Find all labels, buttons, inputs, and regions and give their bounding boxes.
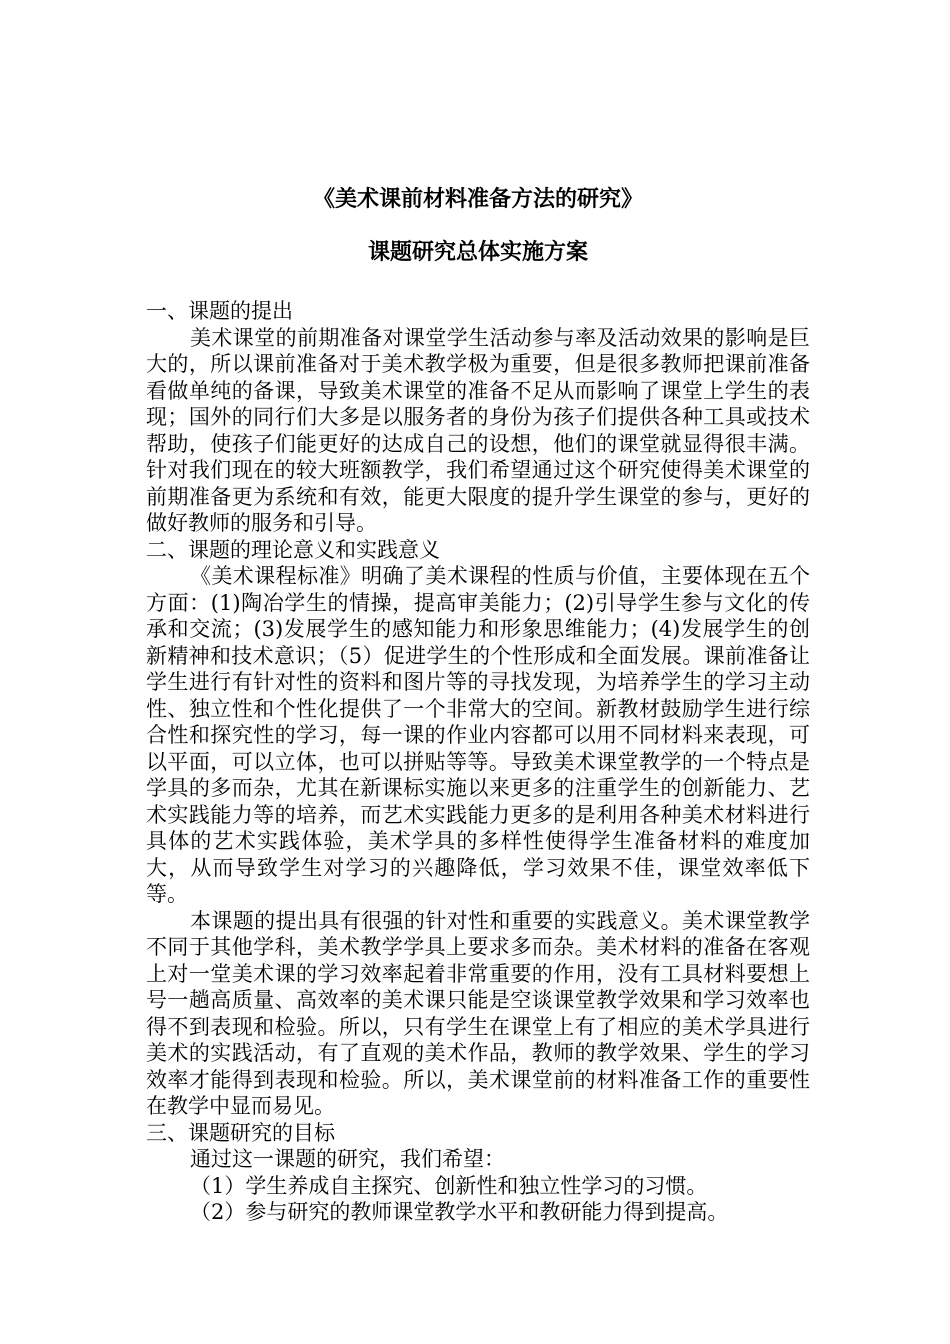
section-heading-goals: 三、课题研究的目标 (146, 1120, 335, 1145)
goal-item-2: （2）参与研究的教师课堂教学水平和教研能力得到提高。 (190, 1200, 729, 1224)
paragraph-significance-2: 本课题的提出具有很强的针对性和重要的实践意义。美术课堂教学不同于其他学科，美术教学学具上要求多而杂。美术材料的准备在客观上对一堂美术课的学习效率起着非常重要的作用，没有工具材料要想上号一趟高质量、高效率的美术课只能是空谈课堂教学效果和学习效率也得不到表现和检验。所以，只有学生在课堂上有了相应的美术学具进行美术的实践活动，有了直观的美术作品，教师的教学效果、学生的学习效率才能得到表现和检验。所以，美术课堂前的材料准备工作的重要性在教学中显而易见。 (146, 908, 810, 1118)
document-subtitle: 课题研究总体实施方案 (367, 239, 588, 265)
document-body (146, 298, 810, 1226)
section-heading-proposal: 一、课题的提出 (146, 299, 293, 323)
section-heading-significance: 二、课题的理论意义和实践意义 (146, 537, 440, 562)
paragraph-goals-intro: 通过这一课题的研究，我们希望： (190, 1147, 505, 1171)
paragraph-proposal: 美术课堂的前期准备对课堂学生活动参与率及活动效果的影响是巨大的，所以课前准备对于美术教学极为重要，但是很多教师把课前准备看做单纯的备课，导致美术课堂的准备不足从而影响了课堂上学生的表现；国外的同行们大多是以服务者的身份为孩子们提供各种工具或技术帮助，使孩子们能更好的达成自己的设想，他们的课堂就显得很丰满。针对我们现在的较大班额教学，我们希望通过这个研究使得美术课堂的前期准备更为系统和有效，能更大限度的提升学生课堂的参与，更好的做好教师的服务和引导。 (146, 325, 810, 535)
goal-item-1: （1）学生养成自主探究、创新性和独立性学习的习惯。 (190, 1173, 708, 1198)
document-title: 《美术课前材料准备方法的研究》 (312, 186, 643, 212)
paragraph-significance-1: 《美术课程标准》明确了美术课程的性质与价值，主要体现在五个方面：(1)陶冶学生的情操，提高审美能力；(2)引导学生参与文化的传承和交流；(3)发展学生的感知能力和形象思维能力；(4)发展学生的创新精神和技术意识；（5）促进学生的个性形成和全面发展。课前准备让学生进行有针对性的资料和图片等的寻找发现，为培养学生的学习主动性、独立性和个性化提供了一个非常大的空间。新教材鼓励学生进行综合性和探究性的学习，每一课的作业内容都可以用不同材料来表现，可以平面，可以立体，也可以拼贴等等。导致美术课堂教学的一个特点是学具的多而杂，尤其在新课标实施以来更多的注重学生的创新能力、艺术实践能力等的培养，而艺术实践能力更多的是利用各种美术材料进行具体的艺术实践体验，美术学具的多样性使得学生准备材料的难度加大，从而导致学生对学习的兴趣降低，学习效果不佳，课堂效率低下等。 (146, 564, 810, 906)
